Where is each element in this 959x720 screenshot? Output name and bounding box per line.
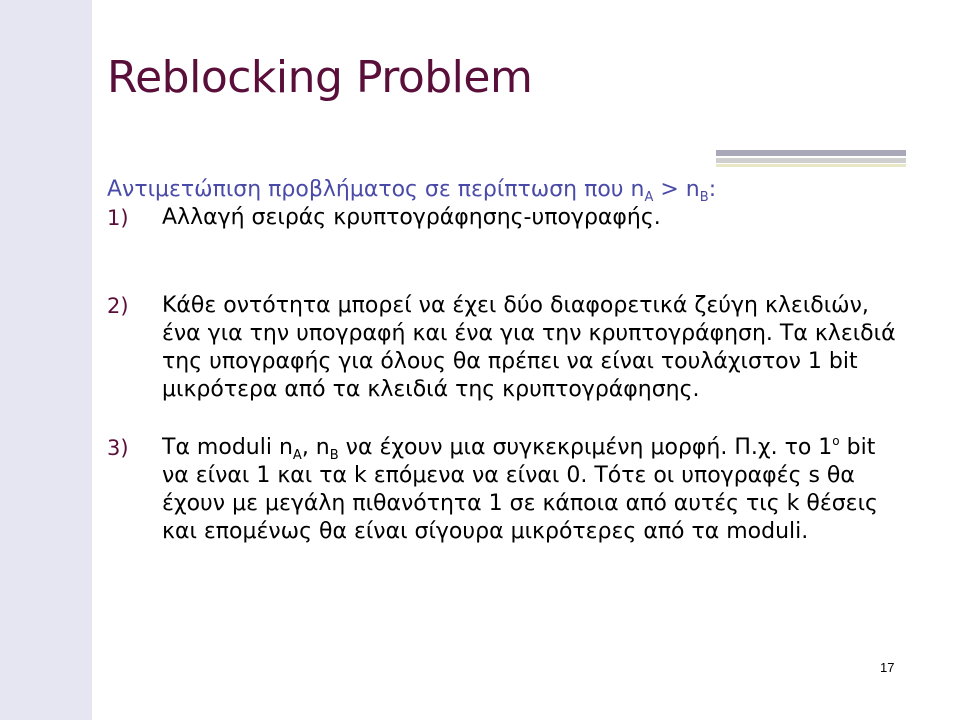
- item3-part1: Τα moduli n: [162, 435, 293, 460]
- list-item-number: 1): [107, 206, 129, 230]
- item3-sub-a: A: [292, 448, 302, 463]
- item3-part2: , n: [301, 435, 330, 460]
- list-item-3: [107, 434, 907, 546]
- intro-end: :: [708, 177, 717, 202]
- list-item-text: [162, 434, 902, 546]
- slide-body: [107, 176, 907, 546]
- list-item-text: Αλλαγή σειράς κρυπτογράφησης-υπογραφής.: [162, 205, 661, 230]
- item3-sub-b: B: [329, 448, 339, 463]
- list-item-number: 2): [107, 294, 129, 318]
- intro-text: Αντιμετώπιση προβλήματος σε περίπτωση που n: [107, 177, 645, 202]
- title-decorative-rule: [716, 150, 906, 170]
- item3-part3: να έχουν μια συγκεκριμένη μορφή. Π.χ. το 1: [338, 435, 833, 460]
- list-item-number: 3): [107, 436, 129, 460]
- item3-sup: ο: [832, 434, 840, 448]
- list-item-1: [107, 204, 907, 232]
- page-number: 17: [880, 660, 895, 675]
- rule-accent-band: [716, 164, 906, 167]
- intro-line: [107, 176, 907, 204]
- intro-sub-b: B: [699, 190, 709, 205]
- intro-sub-a: A: [644, 190, 654, 205]
- slide-title: Reblocking Problem: [107, 52, 533, 103]
- item3-part4: bit να είναι 1 και τα k επόμενα να είναι 0. Τότε οι υπογραφές s θα έχουν με μεγάλη πιθανότητα 1 σε κάποια από αυτές τις k θέσεις και επομένως θα είναι σίγουρα μικρότερες από τα moduli.: [162, 435, 878, 544]
- list-item-2: [107, 292, 907, 404]
- list-item-text: Κάθε οντότητα μπορεί να έχει δύο διαφορετικά ζεύγη κλειδιών, ένα για την υπογραφή και ένα για την κρυπτογράφηση. Τα κλειδιά της υπογραφής για όλους θα πρέπει να είναι τουλάχιστον 1 bit μικρότερα από τα κλειδιά της κρυπτογράφησης.: [162, 293, 896, 402]
- rule-light-band: [716, 158, 906, 163]
- left-decorative-panel: [0, 0, 92, 720]
- rule-dark-band: [716, 150, 906, 156]
- intro-mid: > n: [653, 177, 700, 202]
